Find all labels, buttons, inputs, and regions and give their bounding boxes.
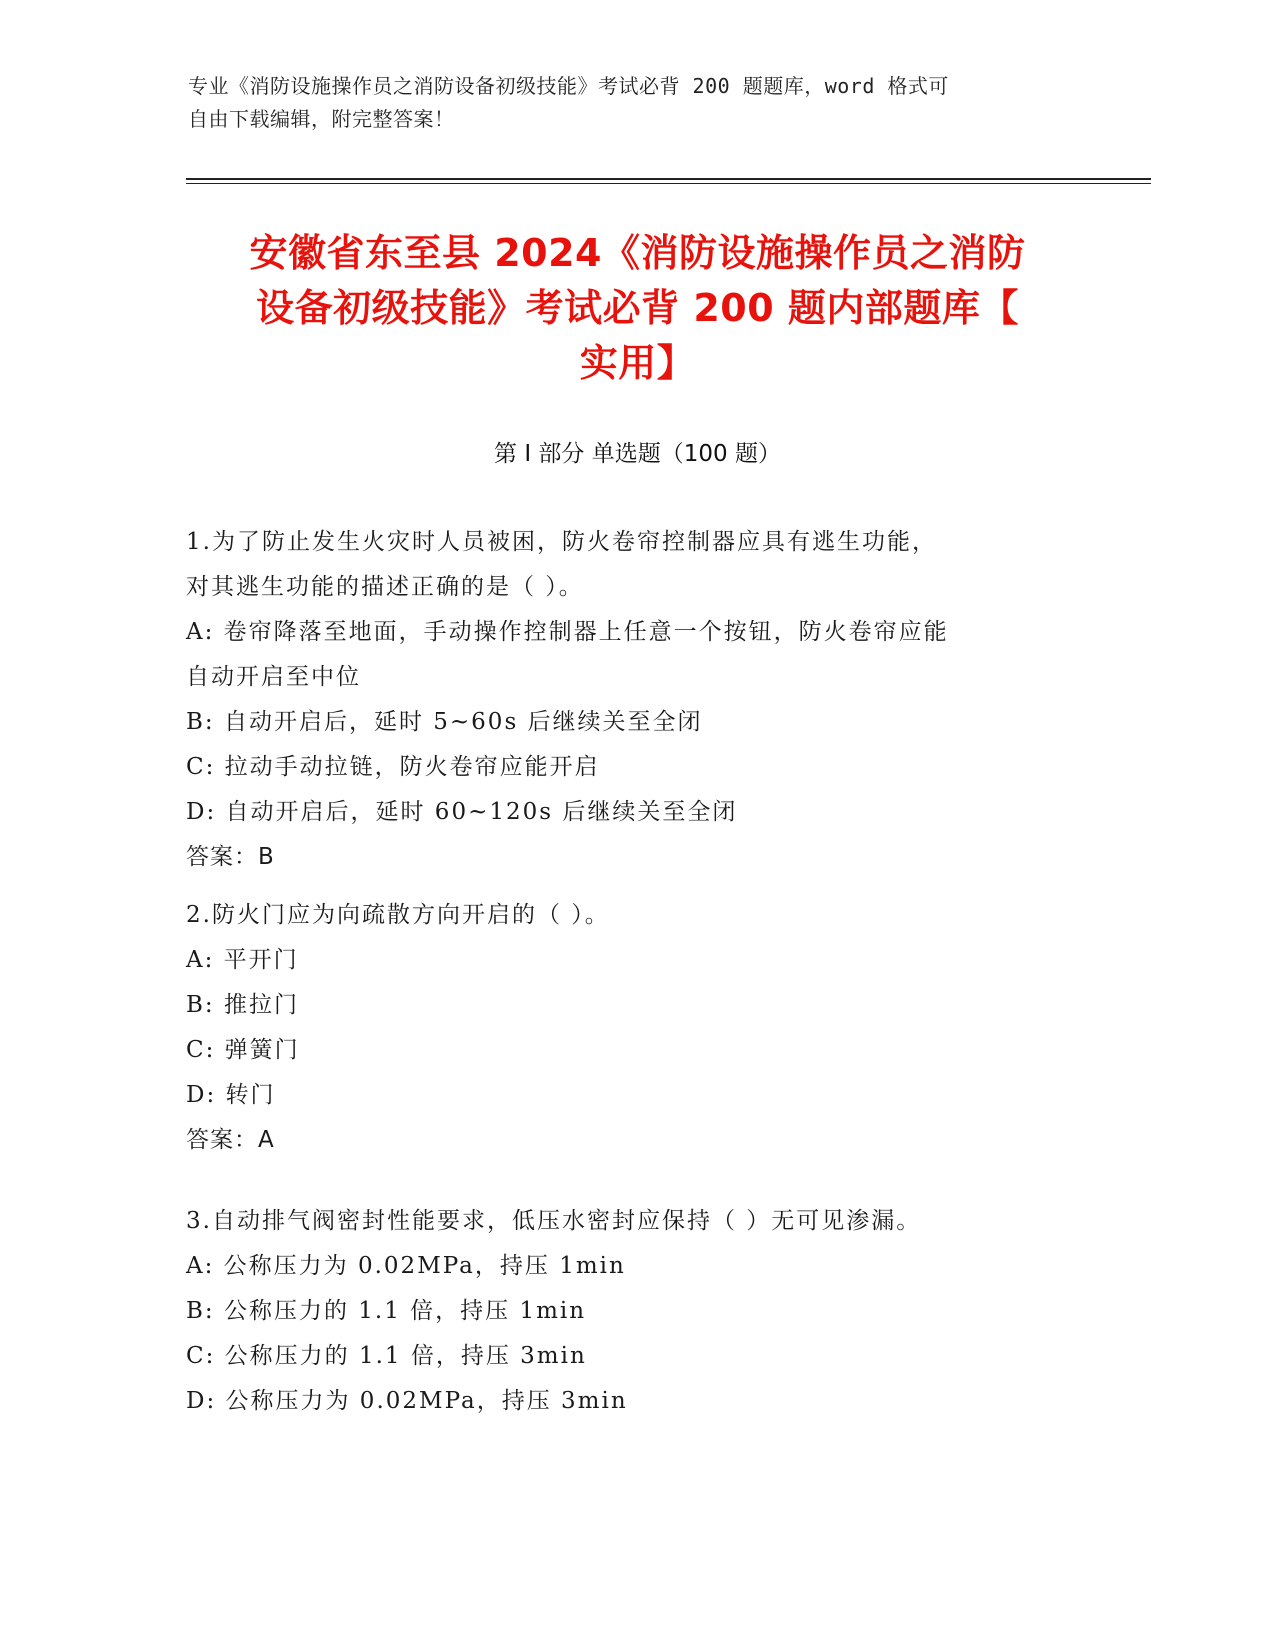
document-title [180,226,1095,391]
header-rule-thick [186,178,1151,180]
question-2-option-b: B: 推拉门 [186,992,299,1018]
question-1-option-c: C: 拉动手动拉链，防火卷帘应能开启 [186,754,600,780]
question-2-option-c: C: 弹簧门 [186,1037,300,1063]
document-title-line-1: 安徽省东至县 2024《消防设施操作员之消防 [249,231,1026,275]
question-3-option-b: B: 公称压力的 1.1 倍，持压 1min [186,1298,587,1324]
question-1 [186,520,1086,880]
document-title-line-2: 设备初级技能》考试必背 200 题内部题库【 [256,286,1019,330]
question-1-answer: 答案：B [186,844,275,870]
question-2-stem: 2.防火门应为向疏散方向开启的（ ）。 [186,902,610,928]
question-3-option-d: D: 公称压力为 0.02MPa，持压 3min [186,1388,628,1414]
header-rule-thin [186,183,1151,184]
question-3-stem: 3.自动排气阀密封性能要求，低压水密封应保持（ ）无可见渗漏。 [186,1208,922,1234]
question-1-stem-line-1: 1.为了防止发生火灾时人员被困，防火卷帘控制器应具有逃生功能， [186,529,937,555]
question-3-option-a: A: 公称压力为 0.02MPa，持压 1min [186,1253,626,1279]
question-3 [186,1199,1086,1424]
question-1-option-a-line-1: A: 卷帘降落至地面，手动操作控制器上任意一个按钮，防火卷帘应能 [186,619,949,645]
question-2-option-a: A: 平开门 [186,947,299,973]
question-1-option-b: B: 自动开启后，延时 5~60s 后继续关至全闭 [186,709,703,735]
question-3-option-c: C: 公称压力的 1.1 倍，持压 3min [186,1343,587,1369]
question-1-option-a-line-2: 自动开启至中位 [186,664,361,690]
question-2 [186,893,1086,1163]
section-title: 第 I 部分 单选题（100 题） [494,441,781,467]
document-title-line-3: 实用】 [579,341,696,385]
question-2-answer: 答案：A [186,1127,275,1153]
header-note [188,70,1088,136]
question-2-option-d: D: 转门 [186,1082,276,1108]
question-1-stem-line-2: 对其逃生功能的描述正确的是（ ）。 [186,574,584,600]
question-1-option-d: D: 自动开启后，延时 60~120s 后继续关至全闭 [186,799,738,825]
header-note-line-2: 自由下载编辑，附完整答案！ [188,107,455,131]
header-note-line-1: 专业《消防设施操作员之消防设备初级技能》考试必背 200 题题库，word 格式可 [188,74,949,98]
